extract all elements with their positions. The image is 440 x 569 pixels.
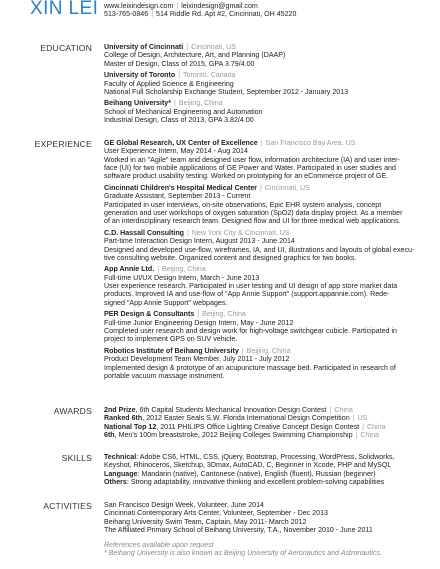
entry-heading: PER Design & Consultants | Beijing, China xyxy=(104,310,246,319)
email-link[interactable]: leixindesign@gmail.com xyxy=(181,2,258,10)
entry-heading: University of Cincinnati | Cincinnati, US xyxy=(104,43,237,51)
section-label-skills: SKILLS xyxy=(61,453,92,463)
experience-entry xyxy=(104,310,430,343)
entry-heading: GE Global Research, UX Center of Excellence | San Francisco Bay Area, US xyxy=(104,139,356,147)
footer-body xyxy=(104,541,430,558)
entry-heading: Robotics Institute of Beihang University | Beijing, China xyxy=(104,346,291,355)
entry-line: Master of Design, Class of 2015, GPA 3.79/4.00 xyxy=(104,59,255,68)
organization-location: Cincinnati, US xyxy=(191,43,237,51)
experience-entry xyxy=(104,347,430,380)
entry-line: Full-time UI/UX Design Intern, March - June 2013 xyxy=(104,273,260,282)
entry-heading: Cincinnati Children's Hospital Medical Center | Cincinnati, US xyxy=(104,183,310,192)
skill-list: Keyshot, Rhinoceros, Sketchup, 3Dmax, AutoCAD, C, Beginner in Xcode, PHP and MySQL xyxy=(104,461,392,470)
entry-line: Completed user research and design work for high-voltage switchgear cubicle. Participated in xyxy=(104,326,397,335)
organization-name: PER Design & Consultants xyxy=(104,310,195,319)
entry-line: National Full Scholarship Exchange Student, September 2012 - January 2013 xyxy=(104,87,349,96)
entry-heading: App Annie Ltd. | Beijing, China xyxy=(104,265,206,274)
entry-line: tive consulting website. Organized content and designed graphics for two books. xyxy=(104,253,357,262)
award-description: , Men's 100m breaststroke, 2012 Beijing Colleges Swimming Championship xyxy=(114,431,353,440)
activity-item: Cincinnati Contemporary Arts Center, Volunteer, September - Dec 2013 xyxy=(104,509,328,518)
award-description: , 6th Capital Students Mechanical Innovation Design Contest xyxy=(135,406,327,414)
entry-line: project to implement GPS on SUV vehicle. xyxy=(104,335,238,344)
entry-heading: C.D. Hassall Consulting | New York City & Cincinnati, US xyxy=(104,228,290,237)
skill-list: : Strong adaptability, innovative thinking and excellent problem-solving capabilities xyxy=(126,478,385,487)
organization-name: University of Cincinnati xyxy=(104,43,184,51)
organization-location: Cincinnati, US xyxy=(264,183,310,192)
organization-location: Beijing, China xyxy=(178,99,223,108)
experience-body xyxy=(104,139,430,383)
activity-item: San Francisco Design Week, Volunteer, June 2014 xyxy=(104,501,264,509)
education-entry xyxy=(104,71,430,96)
education-entry xyxy=(104,43,430,68)
award-item: 6th, Men's 100m breaststroke, 2012 Beijing Colleges Swimming Championship | China xyxy=(104,431,379,440)
activity-item: The Affiliated Primary School of Beihang University, T.A., November 2010 - June 2011 xyxy=(104,526,373,535)
skill-list: : Mandarin (native), Cantonese (native), English (fluent), Russian (beginner) xyxy=(137,469,376,478)
award-location: China xyxy=(360,431,379,440)
skill-list: : Adobe CS6, HTML, CSS, jQuery, Bootstrap, Processing, WordPress, Solidworks, xyxy=(136,453,395,461)
organization-name: Robotics Institute of Beihang University xyxy=(104,346,239,355)
entry-line: Designed and developed use-flow, wireframes, IA, and UI, illustrations and layouts of global execu- xyxy=(104,245,415,254)
award-description: , 2011 PHILIPS Office Lighting Creative Concept Design Contest xyxy=(156,422,360,431)
address: 514 Riddle Rd. Apt #2, Cincinnati, OH 45220 xyxy=(156,10,297,19)
entry-line: Worked in an "Agile" team and designed user flow, information architecture (IA) and user inter- xyxy=(104,155,400,164)
entry-line: College of Design, Architecture, Art, and Planning (DAAP) xyxy=(104,51,286,60)
entry-line: face (UI) for two mobile applications of GE Power and Water. Participated in user studies and xyxy=(104,164,396,173)
awards-body xyxy=(104,406,430,439)
entry-line: signed "App Annie Support" webpages. xyxy=(104,298,228,307)
organization-location: San Francisco Bay Area, US xyxy=(265,139,356,147)
organization-name: University of Toronto xyxy=(104,71,176,80)
entry-line: generation and user workshops of oxygen saturation (SpO2) data display project. As a member xyxy=(104,208,403,217)
award-location: China xyxy=(366,422,386,431)
skill-category: Others xyxy=(104,478,127,487)
entry-line: products. Improved IA and use-flow of "App Annie Support" (support.appannie.com). Rede- xyxy=(104,290,390,299)
section-label-activities: ACTIVITIES xyxy=(43,501,92,511)
phone-number: 513-765-0846 xyxy=(104,10,149,19)
award-rank: Ranked 6th xyxy=(104,414,143,423)
website-link[interactable]: www.leixindesign.com xyxy=(104,2,174,10)
skill-item xyxy=(104,453,430,461)
award-location: China xyxy=(334,406,353,414)
organization-name: C.D. Hassall Consulting xyxy=(104,228,185,237)
contact-block xyxy=(104,2,424,19)
organization-location: Beijing, China xyxy=(162,265,206,274)
organization-name: App Annie Ltd. xyxy=(104,265,155,274)
skill-category: Language xyxy=(104,469,138,478)
skill-category: Technical xyxy=(104,453,137,461)
section-label-awards: AWARDS xyxy=(53,406,92,416)
organization-location: Toronto, Canada xyxy=(183,71,236,80)
entry-line: portable vacuum massage instrument. xyxy=(104,371,225,380)
skills-body xyxy=(104,453,430,486)
entry-line: Graduate Assistant, September 2013 - Current xyxy=(104,192,251,201)
award-rank: 2nd Prize xyxy=(104,406,136,414)
entry-line: School of Mechanical Engineering and Automation xyxy=(104,107,263,116)
award-rank: National Top 12 xyxy=(104,422,157,431)
experience-entry xyxy=(104,229,430,262)
education-entry xyxy=(104,99,430,124)
entry-line: Part-time Interaction Design Intern, August 2013 - June 2014 xyxy=(104,237,295,246)
contact-line-1: www.leixindesign.com | leixindesign@gmail.com xyxy=(104,2,258,10)
beihang-footnote: * Beihang University is also known as Beijing University of Aeronautics and Astronautics. xyxy=(104,549,382,558)
experience-entry xyxy=(104,265,430,307)
award-rank: 6th xyxy=(104,431,115,440)
award-item: Ranked 6th, 2012 Easter Seals S.W. Florida International Design Competition | US xyxy=(104,414,368,423)
experience-entry xyxy=(104,184,430,226)
award-item: National Top 12, 2011 PHILIPS Office Lighting Creative Concept Design Contest | China xyxy=(104,422,386,431)
entry-line: Faculty of Applied Science & Engineering xyxy=(104,79,234,88)
organization-name: Cincinnati Children's Hospital Medical Center xyxy=(104,183,258,192)
skill-item xyxy=(104,478,430,486)
entry-line: of an interdisciplinary research team. Designed flow and UI for three medical web applications. xyxy=(104,217,401,226)
entry-line: User Experience Intern, May 2014 - Aug 2014 xyxy=(104,147,248,156)
skill-item xyxy=(104,461,430,469)
organization-name: Beihang University* xyxy=(104,99,172,108)
entry-line: software product usability testing. Worked on prototyping for an eCommerce project of GE. xyxy=(104,172,389,181)
entry-heading: Beihang University* | Beijing, China xyxy=(104,99,223,108)
entry-line: Industrial Design, Class of 2013, GPA 3.82/4.00 xyxy=(104,116,254,125)
award-description: , 2012 Easter Seals S.W. Florida International Design Competition xyxy=(142,414,350,423)
organization-location: New York City & Cincinnati, US xyxy=(191,228,290,237)
organization-location: Beijing, China xyxy=(246,346,291,355)
resume-name: XIN LEI xyxy=(30,0,99,19)
entry-line: Full-time Junior Engineering Design Intern, May - June 2012 xyxy=(104,318,294,327)
award-item: 2nd Prize, 6th Capital Students Mechanical Innovation Design Contest | China xyxy=(104,406,353,414)
contact-line-2: 513-765-0846 | 514 Riddle Rd. Apt #2, Cincinnati, OH 45220 xyxy=(104,10,297,19)
entry-line: Product Development Team Member, July 2011 - July 2012 xyxy=(104,355,290,364)
entry-line: Participated in user interviews, on-site observations, Epic EHR system analysis, concept xyxy=(104,200,382,209)
award-location: US xyxy=(357,414,368,423)
activity-item: Beihang University Swim Team, Captain, May 2011- March 2012 xyxy=(104,517,307,526)
entry-line: User experience research. Participated in user testing and UI design of app store market data xyxy=(104,282,398,291)
activities-body xyxy=(104,501,430,534)
organization-location: Beijing, China xyxy=(202,310,246,319)
references-note: References available upon request xyxy=(104,541,214,549)
experience-entry xyxy=(104,139,430,181)
entry-heading: University of Toronto | Toronto, Canada xyxy=(104,71,236,80)
section-label-experience: EXPERIENCE xyxy=(34,139,92,149)
organization-name: GE Global Research, UX Center of Excellence xyxy=(104,139,258,147)
education-body xyxy=(104,43,430,128)
skill-item xyxy=(104,470,430,478)
entry-line: Implemented design & prototype of an acupuncture massage bed. Participated in research of xyxy=(104,363,396,372)
section-label-education: EDUCATION xyxy=(40,43,92,53)
